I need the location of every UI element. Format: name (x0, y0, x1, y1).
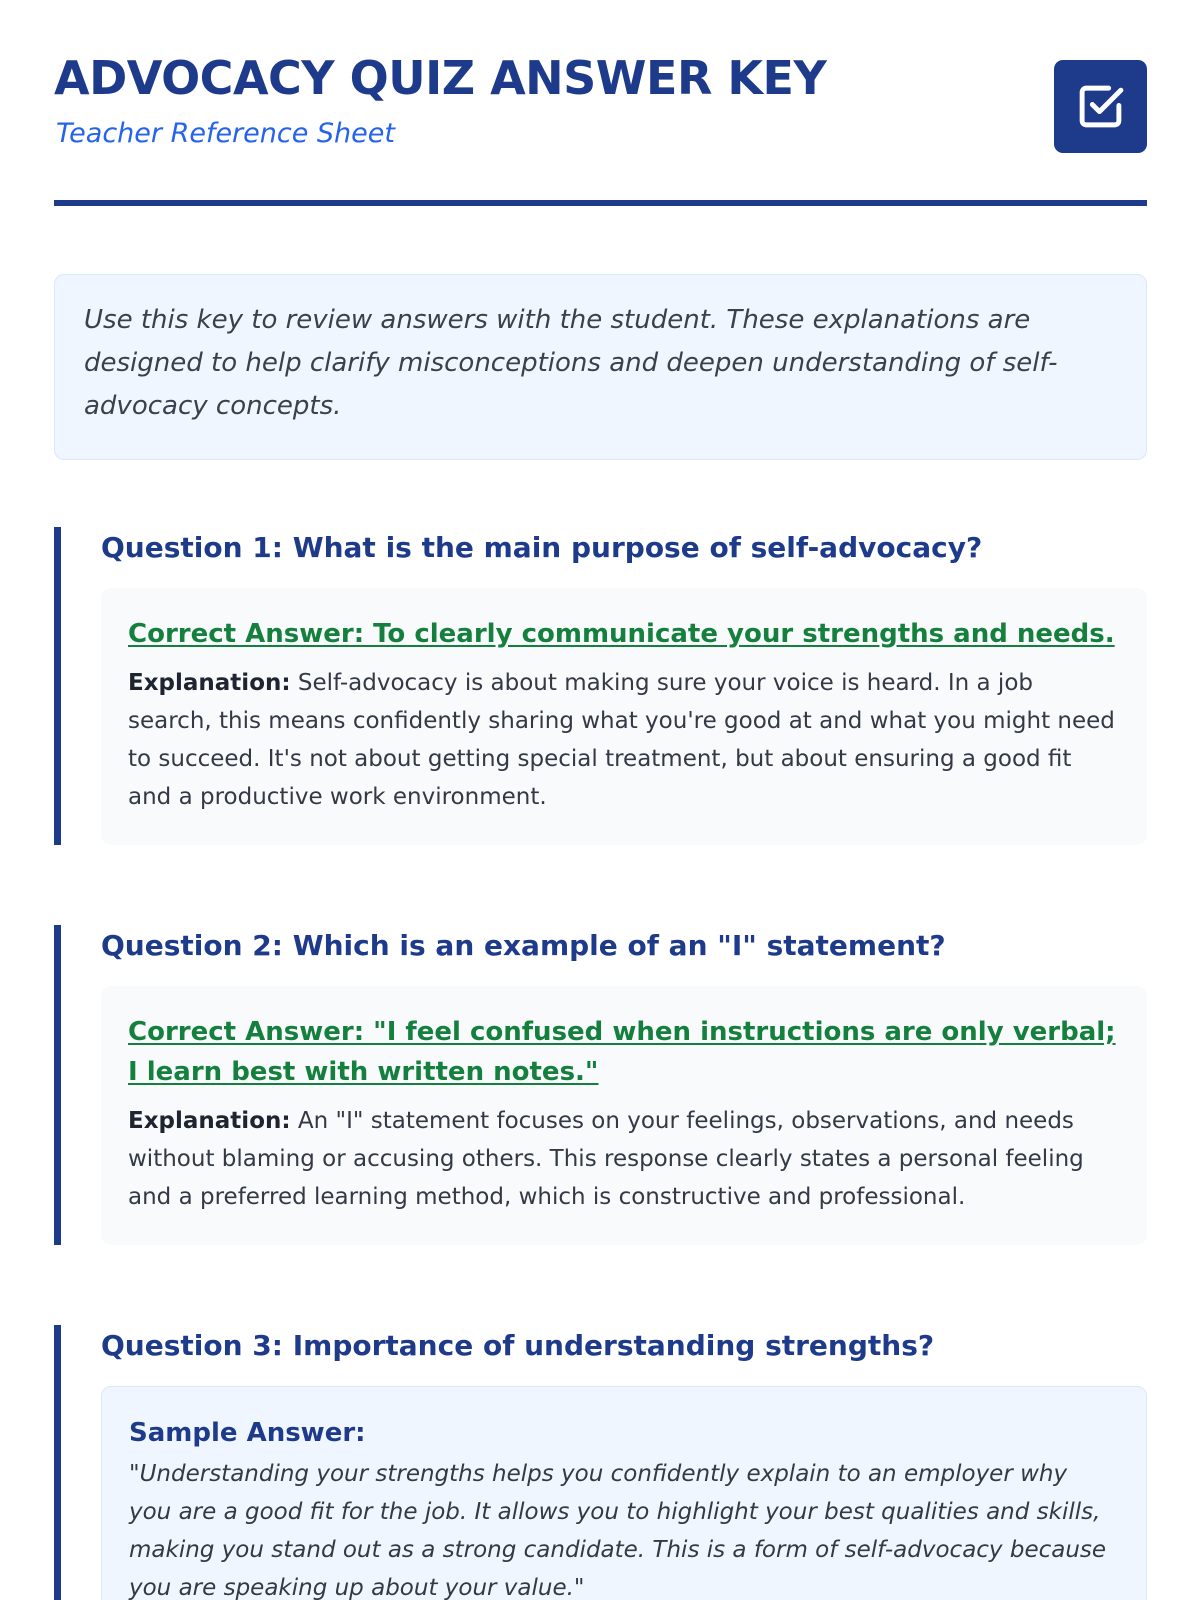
explanation (128, 664, 1117, 816)
answer-key-page (54, 0, 1147, 1600)
question-3 (54, 1325, 1147, 1600)
header-divider (54, 200, 1147, 206)
question-accent-bar (54, 527, 61, 845)
question-1 (54, 527, 1147, 845)
question-accent-bar (54, 1325, 61, 1600)
explanation-label: Explanation: (128, 670, 291, 696)
question-accent-bar (54, 925, 61, 1245)
correct-answer: Correct Answer: To clearly communicate your strengths and needs. (128, 619, 1115, 649)
explanation-text: An "I" statement focuses on your feelings, observations, and needs without blaming or accusing others. This response clearly states a personal feeling and a preferred learning method, which is constructive and professional. (128, 1108, 1084, 1210)
page-subtitle: Teacher Reference Sheet (56, 118, 395, 149)
answer-box (101, 986, 1147, 1245)
sample-answer-label: Sample Answer: (129, 1418, 366, 1448)
question-2 (54, 925, 1147, 1245)
question-title: Question 1: What is the main purpose of self-advocacy? (101, 531, 983, 564)
page-header (54, 0, 1147, 206)
explanation-label: Explanation: (128, 1108, 291, 1134)
explanation-text: Self-advocacy is about making sure your voice is heard. In a job search, this means confidently sharing what you're good at and what you might need to succeed. It's not about getting special treatment, but about ensuring a good fit and a productive work environment. (128, 670, 1115, 810)
page-title: ADVOCACY QUIZ ANSWER KEY (54, 51, 827, 105)
answer-box (101, 588, 1147, 845)
question-title: Question 2: Which is an example of an "I" statement? (101, 929, 946, 962)
correct-answer: Correct Answer: "I feel confused when instructions are only verbal; I learn best with written notes." (128, 1017, 1116, 1087)
checkbox-check-icon (1054, 60, 1147, 153)
explanation (128, 1102, 1117, 1216)
sample-answer-box (101, 1386, 1147, 1600)
intro-text: Use this key to review answers with the student. These explanations are designed to help clarify misconceptions and deepen understanding of self-advocacy concepts. (84, 305, 1058, 421)
intro-note (54, 274, 1147, 460)
sample-answer-text: "Understanding your strengths helps you confidently explain to an employer why you are a good fit for the job. It allows you to highlight your best qualities and skills, making you stand out as a strong candidate. This is a form of self-advocacy because you are speaking up about your value." (129, 1461, 1107, 1600)
question-title: Question 3: Importance of understanding strengths? (101, 1329, 935, 1362)
